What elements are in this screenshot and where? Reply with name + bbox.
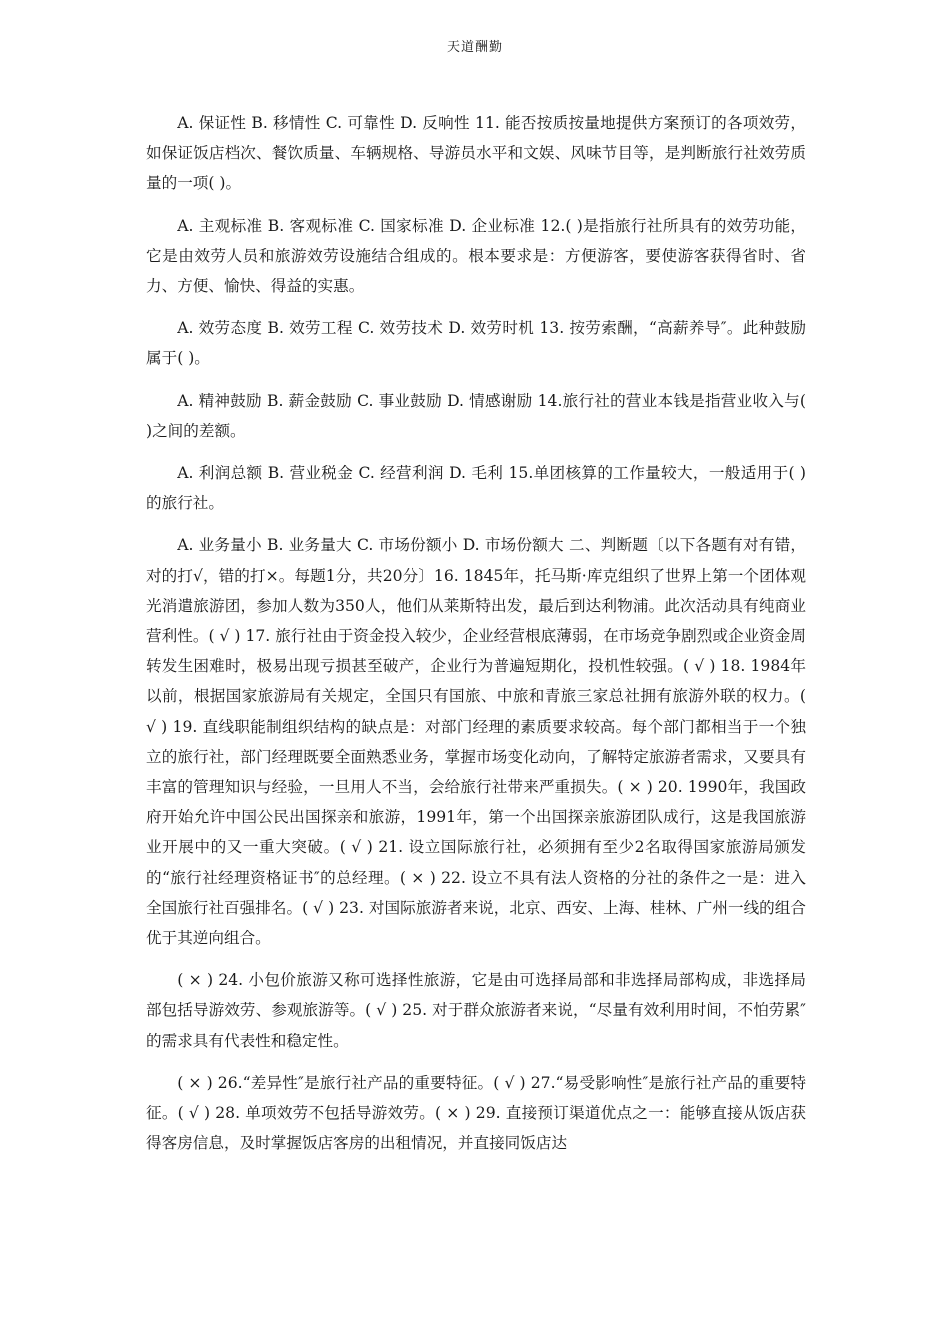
paragraph-7: ( × ) 24. 小包价旅游又称可选择性旅游，它是由可选择局部和非选择局部构成，非选择局部包括导游效劳、参观旅游等。( √ ) 25. 对于群众旅游者来说，“尽量有效利用时间，不怕劳累″的需求具有代表性和稳定性。 xyxy=(146,971,806,1050)
document-body xyxy=(146,108,806,1171)
paragraph-3: A. 效劳态度 B. 效劳工程 C. 效劳技术 D. 效劳时机 13. 按劳索酬，“高薪养导″。此种鼓励属于( )。 xyxy=(146,319,806,368)
paragraph-6: A. 业务量小 B. 业务量大 C. 市场份额小 D. 市场份额大 二、判断题〔以下各题有对有错，对的打√，错的打×。每题1分，共20分〕16. 1845年，托马斯·库克组织了世界上第一个团体观光消遣旅游团，参加人数为350人，他们从莱斯特出发，最后到达利物浦。此次活动具有纯商业营利性。( √ ) 17. 旅行社由于资金投入较少，企业经营根底薄弱，在市场竞争剧烈或企业资金周转发生困难时，极易出现亏损甚至破产，企业行为普遍短期化，投机性较强。( √ ) 18. 1984年以前，根据国家旅游局有关规定，全国只有国旅、中旅和青旅三家总社拥有旅游外联的权力。( √ ) 19. 直线职能制组织结构的缺点是：对部门经理的素质要求较高。每个部门都相当于一个独立的旅行社，部门经理既要全面熟悉业务，掌握市场变化动向，了解特定旅游者需求，又要具有丰富的管理知识与经验，一旦用人不当，会给旅行社带来严重损失。( × ) 20. 1990年，我国政府开始允许中国公民出国探亲和旅游，1991年，第一个出国探亲旅游团队成行，这是我国旅游业开展中的又一重大突破。( √ ) 21. 设立国际旅行社，必须拥有至少2名取得国家旅游局颁发的“旅行社经理资格证书″的总经理。( × ) 22. 设立不具有法人资格的分社的条件之一是：进入全国旅行社百强排名。( √ ) 23. 对国际旅游者来说，北京、西安、上海、桂林、广州一线的组合优于其逆向组合。 xyxy=(146,536,806,948)
page-header: 天道酬勤 xyxy=(446,40,503,55)
paragraph-8: ( × ) 26.“差异性″是旅行社产品的重要特征。( √ ) 27.“易受影响性″是旅行社产品的重要特征。( √ ) 28. 单项效劳不包括导游效劳。( × ) 29. 直接预订渠道优点之一：能够直接从饭店获得客房信息，及时掌握饭店客房的出租情况，并直接同饭店达 xyxy=(146,1073,806,1153)
paragraph-2: A. 主观标准 B. 客观标准 C. 国家标准 D. 企业标准 12.( )是指旅行社所具有的效劳功能，它是由效劳人员和旅游效劳设施结合组成的。根本要求是：方便游客，要使游客获得省时、省力、方便、愉快、得益的实惠。 xyxy=(146,216,806,296)
paragraph-1: A. 保证性 B. 移情性 C. 可靠性 D. 反响性 11. 能否按质按量地提供方案预订的各项效劳，如保证饭店档次、餐饮质量、车辆规格、导游员水平和文娱、风味节目等，是判断旅行社效劳质量的一项( )。 xyxy=(146,114,806,193)
paragraph-5: A. 利润总额 B. 营业税金 C. 经营利润 D. 毛利 15.单团核算的工作量较大，一般适用于( )的旅行社。 xyxy=(146,464,806,513)
paragraph-4: A. 精神鼓励 B. 薪金鼓励 C. 事业鼓励 D. 情感谢励 14.旅行社的营业本钱是指营业收入与( )之间的差额。 xyxy=(146,391,806,440)
